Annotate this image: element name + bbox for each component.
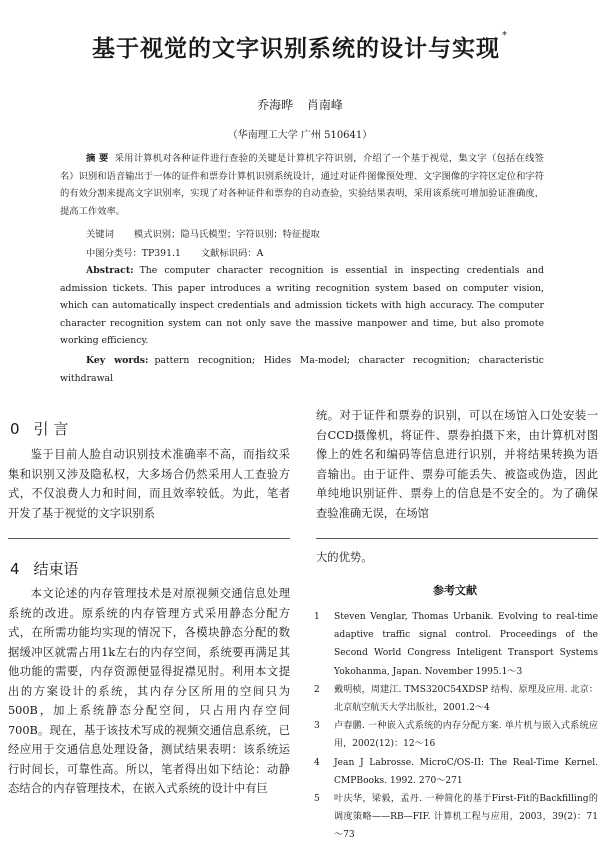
- abstract-en: [60, 262, 544, 350]
- keywords-cn-label: 关键词: [86, 229, 114, 240]
- reference-number: 3: [314, 721, 320, 732]
- abstract-cn: [60, 150, 544, 220]
- conclusion-left-paragraph: 本文论述的内存管理技术是对原视频交通信息处理系统的改进。原系统的内存管理方式采用静态分配方式，在所需功能均实现的情况下，各模块静态分配的数据缓冲区就需占用1k左右的内存空间，系统要再满足其他功能的需要，内存资源便显得捉襟见肘。利用本文提出的方案设计的系统，其内存分区所用的空间只为500B，加上系统静态分配空间，只占用内存空间700B。现在，基于该技术写成的视频交通信息系统，已经应用于交通信息处理设备，测试结果表明：该系统运行时间长，可靠性高。所以，笔者得出如下结论：动静态结合的内存管理技术，在嵌入式系统的设计中有巨: [8, 587, 290, 795]
- intro-right-paragraph: 统。对于证件和票券的识别，可以在场馆入口处安装一台CCD摄像机，将证件、票券拍摄下来，由计算机对图像上的姓名和编码等信息进行识别，并将结果转换为语音输出。由于证件、票券可能丢失、被盗或伪造，因此单纯地识别证件、票券上的信息是不安全的。为了确保查验准确无误，在场馆: [316, 409, 598, 520]
- abstract-cn-text: 采用计算机对各种证件进行查验的关键是计算机字符识别，介绍了一个基于视觉，集文字（包括在线签名）识别和语音输出于一体的证件和票券计算机识别系统设计，通过对证件图像预处理、文字图像的字符区定位和字符的有效分割来提高文字识别率，实现了对各种证件和票券的自动查验，实验结果表明，采用该系统可增加验证准确度，提高工作效率。: [60, 153, 544, 217]
- intro-heading-text: 引 言: [33, 420, 69, 438]
- intro-heading-number: 0: [10, 420, 20, 438]
- section-divider-right: [316, 538, 598, 539]
- abstract-en-label: Abstract:: [86, 265, 134, 276]
- conclusion-heading-text: 结束语: [33, 560, 79, 578]
- clc-number: 中图分类号：TP391.1: [86, 248, 181, 259]
- reference-number: 2: [314, 684, 320, 695]
- reference-number: 1: [314, 612, 320, 622]
- keywords-cn: [86, 226, 340, 240]
- references-title: 参考文献: [433, 584, 477, 597]
- reference-text: 叶庆华，梁毅，孟丹. 一种简化的基于First-Fit的Backfilling的调度策略——RB—FIF. 计算机工程与应用，2003，39(2)：71～73: [334, 794, 598, 841]
- reference-text: Jean J Labrosse. MicroC/OS-II: The Real-Time Kernel. CMPBooks. 1992. 270～271: [334, 757, 598, 786]
- document-code: 文献标识码：A: [200, 248, 264, 259]
- keywords-en-text: pattern recognition; Hides Ma-model; character recognition; characteristic withdrawal: [60, 355, 544, 384]
- reference-item: [314, 754, 598, 790]
- reference-number: 5: [314, 794, 320, 805]
- conclusion-left-column: [8, 584, 290, 799]
- intro-left-paragraph: 鉴于目前人脸自动识别技术准确率不高，而指纹采集和识别又涉及隐私权，大多场合仍然采用人工查验方式，不仅浪费人力和时间，而且效率较低。为此，笔者开发了基于视觉的文字识别系: [8, 448, 290, 520]
- reference-number: 4: [314, 757, 320, 768]
- affiliation: （华南理工大学 广州 510641）: [227, 130, 373, 141]
- title-footnote-mark: *: [502, 30, 508, 41]
- intro-right-column: [316, 406, 598, 523]
- keywords-cn-text: 模式识别；隐马氏模型；字符识别；特征提取: [133, 229, 320, 240]
- reference-text: Steven Venglar, Thomas Urbanik. Evolving to real-time adaptive traffic signal control. Proceedings of the Second World Congress Inteligent Transport Systems Yokohanma, Japan. November 1995.1～3: [334, 612, 598, 677]
- abstract-en-text: The computer character recognition is essential in inspecting credentials and admission tickets. This paper introduces a writing recognition system based on computer vision, which can automatically inspect credentials and admission tickets with high accuracy. The computer character recognition system can not only save the massive manpower and time, but also promote working efficiency.: [60, 265, 544, 346]
- paper-title: 基于视觉的文字识别系统的设计与实现*: [92, 30, 508, 62]
- classification: [86, 245, 283, 259]
- reference-item: [314, 790, 598, 845]
- references-list: [314, 608, 598, 845]
- conclusion-heading-number: 4: [10, 560, 20, 578]
- conclusion-right-paragraph: 大的优势。: [316, 551, 373, 564]
- keywords-en-label: Key words:: [86, 355, 149, 366]
- reference-item: [314, 681, 598, 717]
- authors: 乔海晔 肖南峰: [257, 98, 343, 112]
- section-divider-left: [8, 538, 290, 539]
- reference-item: [314, 717, 598, 753]
- abstract-cn-label: 摘 要: [86, 153, 109, 164]
- intro-left-column: [8, 445, 290, 523]
- conclusion-heading: [10, 558, 79, 579]
- reference-text: 戴明桢，周建江. TMS320C54XDSP 结构、原理及应用. 北京：北京航空航天大学出版社，2001.2～4: [334, 684, 598, 714]
- conclusion-right-column: [316, 548, 598, 568]
- keywords-en: [60, 352, 544, 387]
- reference-text: 卢春鹏. 一种嵌入式系统的内存分配方案. 单片机与嵌入式系统应用，2002(12)：12～16: [334, 721, 598, 750]
- intro-heading: [10, 418, 68, 439]
- reference-item: [314, 608, 598, 681]
